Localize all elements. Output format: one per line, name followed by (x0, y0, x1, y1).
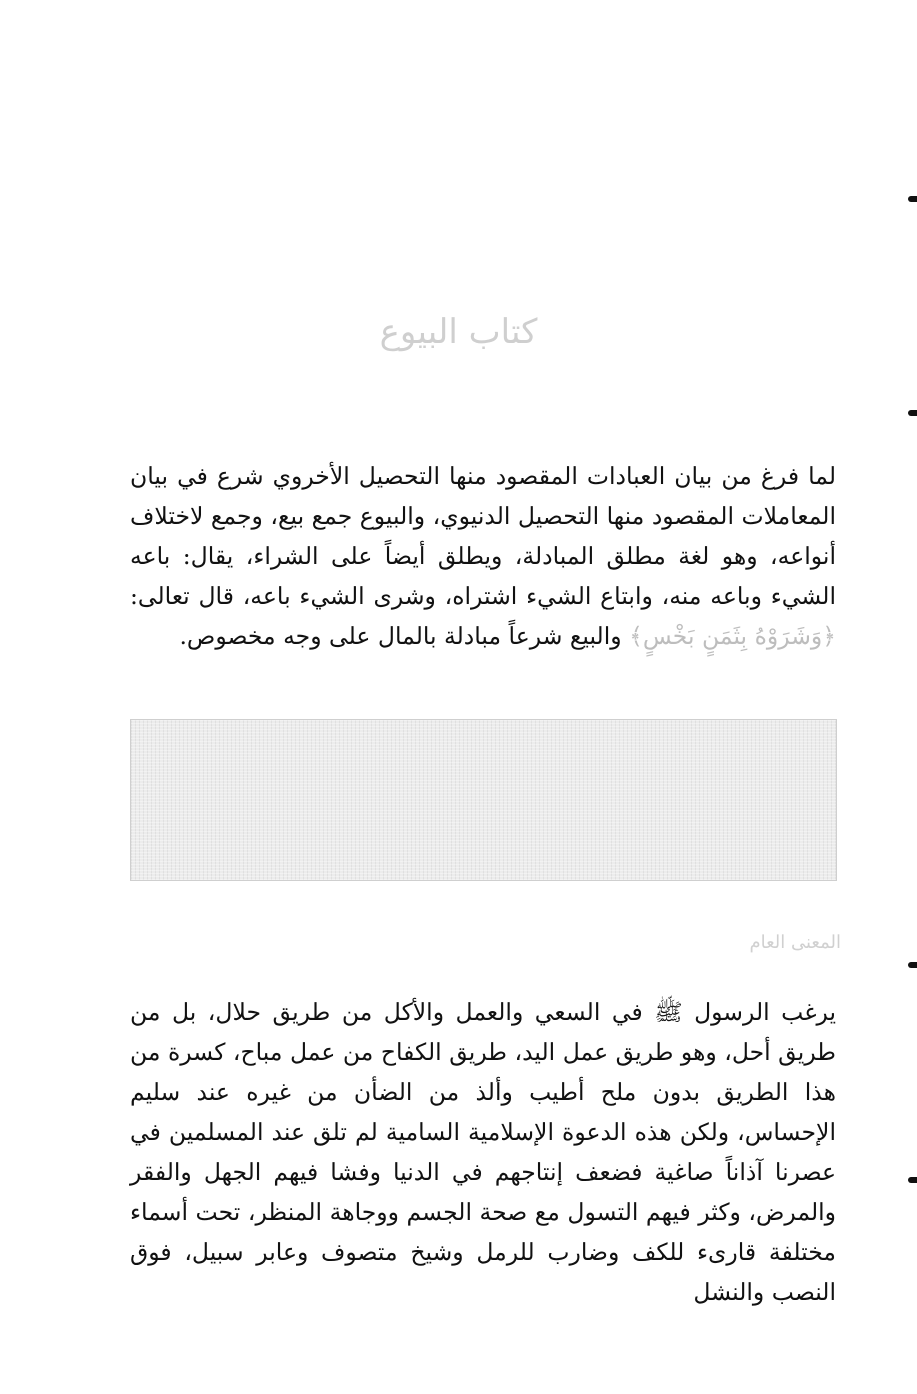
chapter-title: كتاب البيوع (379, 312, 538, 352)
section-heading: المعنى العام (749, 932, 841, 953)
general-meaning-paragraph: يرغب الرسول ﷺ في السعي والعمل والأكل من طريق حلال، بل من طريق أحل، وهو طريق عمل اليد، طريق الكفاح من عمل مباح، كسرة من هذا الطريق بدون ملح أطيب وألذ من الضأن من غيره عند سليم الإحساس، ولكن هذه الدعوة الإسلامية السامية لم تلق عند المسلمين في عصرنا آذاناً صاغية فضعف إنتاجهم في الدنيا وفشا فيهم الجهل والفقر والمرض، وكثر فيهم التسول مع صحة الجسم ووجاهة المنظر، تحت أسماء مختلفة قارىء للكف وضارب للرمل وشيخ متصوف وعابر سبيل، فوق النصب والنشل (130, 998, 836, 1306)
page-edge-mark (908, 1177, 917, 1183)
intro-text-after-verse: والبيع شرعاً مبادلة بالمال على وجه مخصوص. (179, 622, 622, 650)
page-edge-mark (908, 962, 917, 968)
page-edge-mark (908, 196, 917, 202)
faded-hadith-box (130, 719, 837, 881)
page-edge-mark (908, 410, 917, 416)
intro-text-before-verse: لما فرغ من بيان العبادات المقصود منها التحصيل الأخروي شرع في بيان المعاملات المقصود منها التحصيل الدنيوي، والبيوع جمع بيع، وجمع لاختلاف أنواعه، وهو لغة مطلق المبادلة، ويطلق أيضاً على الشراء، يقال: باعه الشيء وباعه منه، وابتاع الشيء اشتراه، وشرى الشيء باعه، قال تعالى: (130, 462, 836, 610)
intro-paragraph (130, 456, 836, 656)
quran-verse: ﴿وَشَرَوْهُ بِثَمَنٍ بَخْسٍ﴾ (629, 622, 836, 650)
